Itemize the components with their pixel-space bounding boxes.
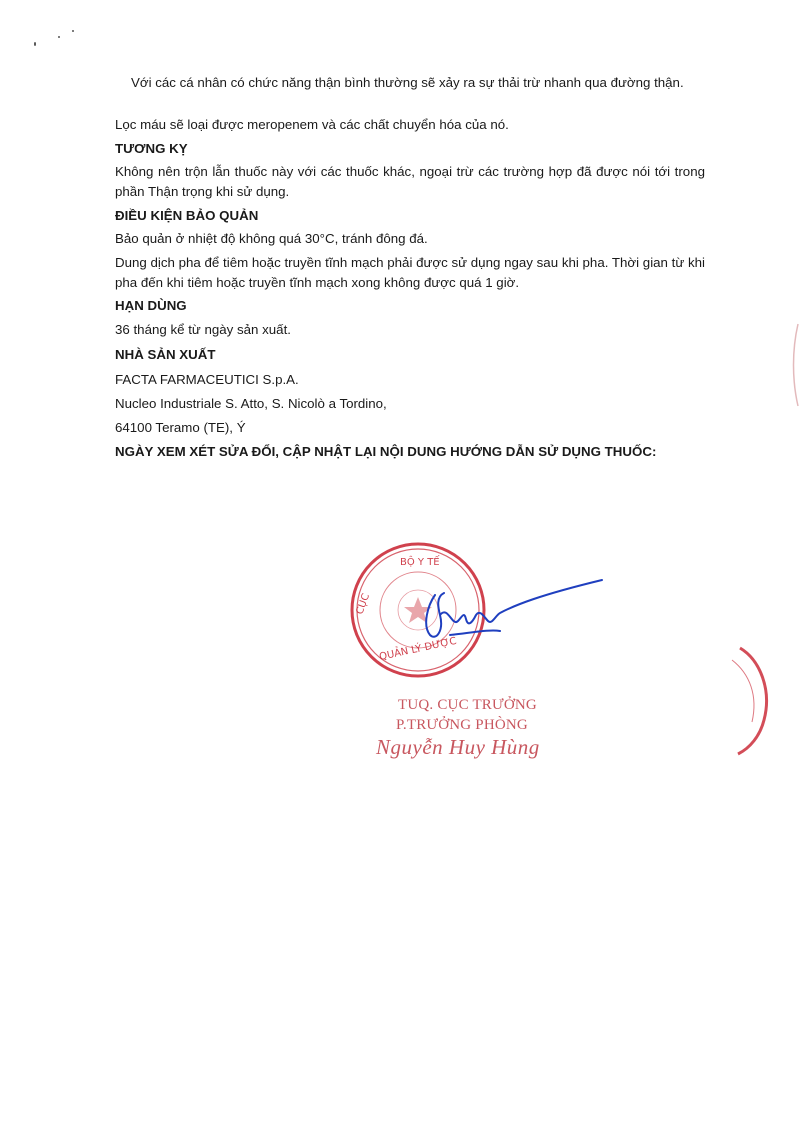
svg-text:QUẢN LÝ DƯỢC: QUẢN LÝ DƯỢC: [378, 635, 458, 663]
scan-speck: [72, 30, 74, 32]
signer-name: Nguyễn Huy Hùng: [376, 735, 540, 759]
renal-elimination-paragraph: Với các cá nhân có chức năng thận bình thường sẽ xảy ra sự thải trừ nhanh qua đường thận.: [131, 75, 684, 90]
heading-storage: ĐIỀU KIỆN BẢO QUẢN: [115, 208, 259, 223]
shelf-life-paragraph: 36 tháng kể từ ngày sản xuất.: [115, 322, 291, 337]
heading-incompatibility: TƯƠNG KỴ: [115, 141, 188, 156]
signer-title-line1: TUQ. CỤC TRƯỞNG: [398, 697, 537, 713]
official-seal-and-signature: [340, 535, 620, 785]
heading-manufacturer: NHÀ SẢN XUẤT: [115, 347, 216, 362]
svg-text:BỘ Y TẾ: BỘ Y TẾ: [400, 557, 440, 568]
storage-paragraph: Bảo quản ở nhiệt độ không quá 30°C, tránh đông đá.: [115, 231, 428, 246]
heading-shelf-life: HẠN DÙNG: [115, 298, 187, 313]
official-seal-icon: [340, 535, 620, 705]
reconstitution-paragraph: Dung dịch pha để tiêm hoặc truyền tĩnh mạch phải được sử dụng ngay sau khi pha. Thời gian từ khi pha đến khi tiêm hoặc truyền tĩnh mạch xong không được quá 1 giờ.: [115, 255, 705, 290]
scan-speck: [34, 42, 36, 46]
dialysis-paragraph: Lọc máu sẽ loại được meropenem và các chất chuyển hóa của nó.: [115, 117, 509, 132]
manufacturer-address-line2: 64100 Teramo (TE), Ý: [115, 420, 246, 435]
signer-title-line2: P.TRƯỞNG PHÒNG: [396, 717, 528, 733]
partial-seal-edge-icon: [782, 320, 800, 410]
manufacturer-name: FACTA FARMACEUTICI S.p.A.: [115, 372, 299, 387]
incompatibility-paragraph: Không nên trộn lẫn thuốc này với các thuốc khác, ngoại trừ các trường hợp đã được nói tới trong phần Thận trọng khi sử dụng.: [115, 164, 705, 199]
scan-speck: [58, 36, 60, 38]
manufacturer-address-line1: Nucleo Industriale S. Atto, S. Nicolò a Tordino,: [115, 396, 387, 411]
heading-revision-date: NGÀY XEM XÉT SỬA ĐỔI, CẬP NHẬT LẠI NỘI DUNG HƯỚNG DẪN SỬ DỤNG THUỐC:: [115, 444, 657, 459]
svg-text:CỤC: CỤC: [354, 592, 373, 617]
partial-seal-icon: [720, 640, 800, 760]
